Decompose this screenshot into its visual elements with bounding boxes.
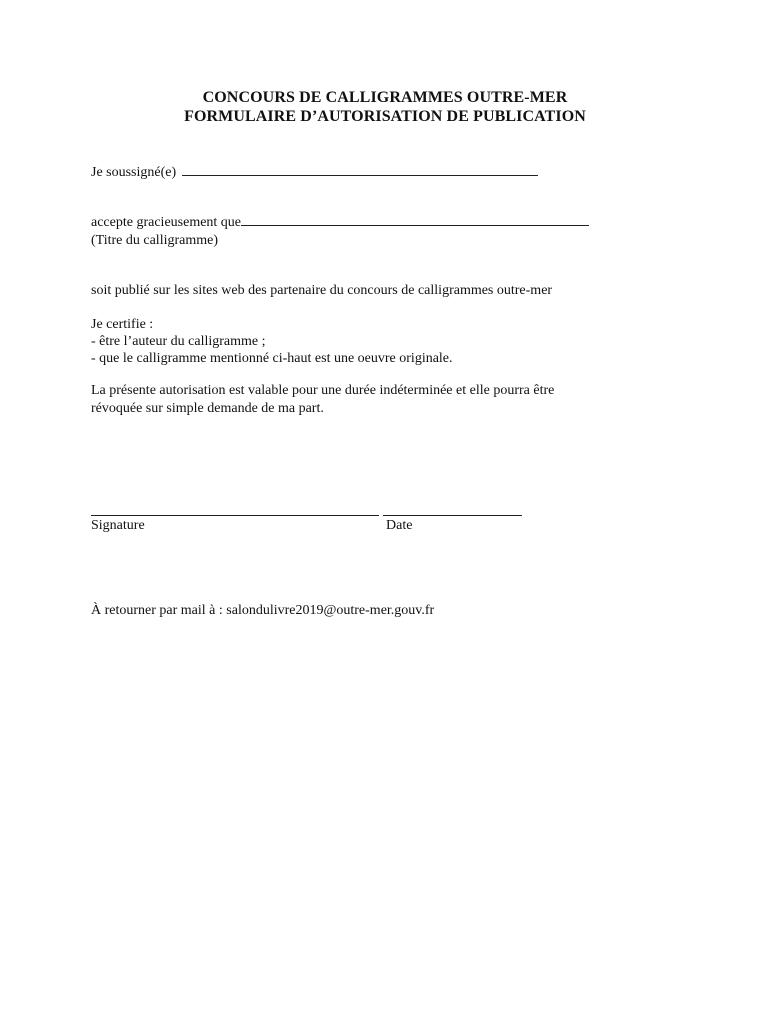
date-label: Date <box>386 518 413 533</box>
soussigne-row <box>91 164 538 182</box>
certifie-item-2: - que le calligramme mentionné ci-haut est une oeuvre originale. <box>91 351 453 366</box>
soussigne-label: Je soussigné(e) <box>91 165 177 180</box>
accepte-row <box>91 214 589 232</box>
validite-line-2: révoquée sur simple demande de ma part. <box>91 401 324 416</box>
soussigne-name-field[interactable] <box>182 164 538 176</box>
titre-hint: (Titre du calligramme) <box>91 233 219 248</box>
document-title-line1: CONCOURS DE CALLIGRAMMES OUTRE-MER <box>202 89 568 106</box>
document-title-line2: FORMULAIRE D’AUTORISATION DE PUBLICATION <box>184 108 586 125</box>
certifie-item-1: - être l’auteur du calligramme ; <box>91 334 266 349</box>
certifie-heading: Je certifie : <box>91 317 154 332</box>
accepte-label: accepte gracieusement que <box>91 215 242 230</box>
validite-line-1: La présente autorisation est valable pour une durée indéterminée et elle pourra être <box>91 383 555 398</box>
retour-text: À retourner par mail à : salondulivre2019@outre-mer.gouv.fr <box>91 603 435 618</box>
date-field[interactable] <box>383 515 522 516</box>
publie-text: soit publié sur les sites web des partenaire du concours de calligrammes outre-mer <box>91 283 553 298</box>
signature-field[interactable] <box>91 515 379 516</box>
calligramme-title-field[interactable] <box>241 214 589 226</box>
signature-label: Signature <box>91 518 145 533</box>
